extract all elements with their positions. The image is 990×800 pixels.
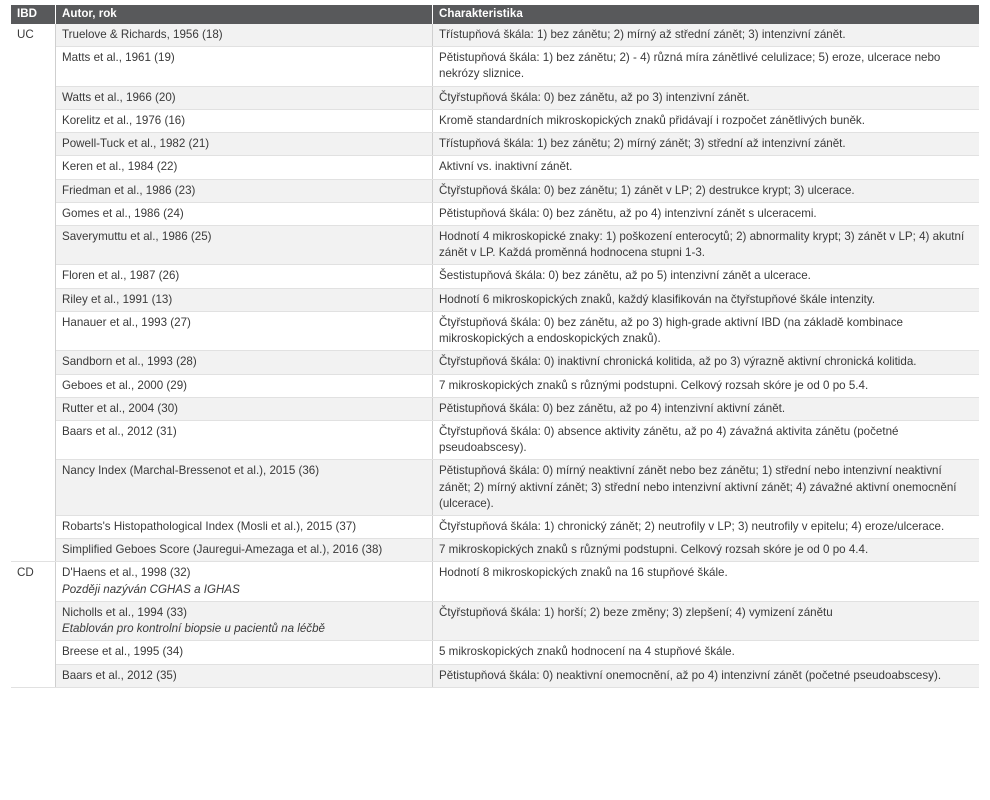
ibd-group-cell [11,641,56,664]
author-cell [56,420,433,459]
table-row [11,133,979,156]
table-row [11,225,979,264]
ibd-group-cell [11,351,56,374]
characteristic-cell: Čtyřstupňová škála: 0) bez zánětu, až po 3) high-grade aktivní IBD (na základě kombinace mikroskopických a endoskopických znaků). [433,311,980,350]
author-cell [56,311,433,350]
author-cell [56,664,433,687]
ibd-group-cell [11,460,56,516]
characteristic-cell: Hodnotí 4 mikroskopické znaky: 1) poškození enterocytů; 2) abnormality krypt; 3) zánět v LP; 4) akutní zánět v LP. Každá proměnná hodnocena stupni 1-3. [433,225,980,264]
table-row [11,460,979,516]
author-text: D'Haens et al., 1998 (32) [62,566,191,580]
author-cell [56,516,433,539]
author-text: Nicholls et al., 1994 (33) [62,605,188,619]
table-row [11,179,979,202]
table-row [11,24,979,47]
ibd-group-cell [11,156,56,179]
ibd-group-cell [11,539,56,562]
header-ibd: IBD [11,5,56,24]
characteristic-cell: 7 mikroskopických znaků s různými podstupni. Celkový rozsah skóre je od 0 po 4.4. [433,539,980,562]
author-text: Riley et al., 1991 (13) [62,292,173,306]
ibd-group-cell [11,109,56,132]
table-row [11,641,979,664]
author-text: Saverymuttu et al., 1986 (25) [62,229,212,243]
ibd-group-label: UC [17,28,34,41]
characteristic-cell: Pětistupňová škála: 0) bez zánětu, až po 4) intenzivní aktivní zánět. [433,397,980,420]
table-row [11,374,979,397]
ibd-group-cell [11,374,56,397]
table-row [11,562,979,601]
ibd-group-cell [11,24,56,47]
author-note: Etablován pro kontrolní biopsie u pacientů na léčbě [62,622,325,636]
author-cell [56,539,433,562]
ibd-group-cell [11,288,56,311]
ibd-group-cell [11,601,56,640]
ibd-group-cell [11,179,56,202]
characteristic-cell: Třístupňová škála: 1) bez zánětu; 2) mírný až střední zánět; 3) intenzivní zánět. [433,24,980,47]
characteristic-cell: Pětistupňová škála: 0) mírný neaktivní zánět nebo bez zánětu; 1) střední nebo intenzivní neaktivní zánět; 2) mírný aktivní zánět; 3) střední nebo intenzivní aktivní zánět; 4) závažné aktivní onemocnění (ulcerace). [433,460,980,516]
characteristic-cell: Čtyřstupňová škála: 1) chronický zánět; 2) neutrofily v LP; 3) neutrofily v epitelu; 4) eroze/ulcerace. [433,516,980,539]
table-row [11,265,979,288]
characteristic-cell: Šestistupňová škála: 0) bez zánětu, až po 5) intenzivní zánět a ulcerace. [433,265,980,288]
characteristic-cell: Aktivní vs. inaktivní zánět. [433,156,980,179]
table-row [11,86,979,109]
table-row [11,202,979,225]
header-author: Autor, rok [56,5,433,24]
author-cell [56,24,433,47]
ibd-group-cell [11,516,56,539]
author-cell [56,225,433,264]
header-characteristic: Charakteristika [433,5,980,24]
characteristic-cell: Čtyřstupňová škála: 0) bez zánětu, až po 3) intenzivní zánět. [433,86,980,109]
table-header-row [11,5,979,24]
author-text: Baars et al., 2012 (31) [62,424,177,438]
author-text: Hanauer et al., 1993 (27) [62,315,191,329]
characteristic-cell: Kromě standardních mikroskopických znaků přidávají i rozpočet zánětlivých buněk. [433,109,980,132]
table-row [11,664,979,687]
table-row [11,420,979,459]
author-cell [56,265,433,288]
table-row [11,516,979,539]
author-text: Truelove & Richards, 1956 (18) [62,28,223,41]
author-text: Nancy Index (Marchal-Bressenot et al.), 2015 (36) [62,464,320,478]
characteristic-cell: 5 mikroskopických znaků hodnocení na 4 stupňové škále. [433,641,980,664]
table-row [11,288,979,311]
author-text: Keren et al., 1984 (22) [62,160,178,174]
scoring-table-container [11,5,979,688]
characteristic-cell: Čtyřstupňová škála: 0) bez zánětu; 1) zánět v LP; 2) destrukce krypt; 3) ulcerace. [433,179,980,202]
characteristic-cell: Hodnotí 6 mikroskopických znaků, každý klasifikován na čtyřstupňové škále intenzity. [433,288,980,311]
author-text: Robarts's Histopathological Index (Mosli et al.), 2015 (37) [62,520,357,534]
author-cell [56,397,433,420]
author-text: Geboes et al., 2000 (29) [62,378,188,392]
author-text: Rutter et al., 2004 (30) [62,401,178,415]
table-row [11,397,979,420]
author-cell [56,47,433,86]
author-text: Watts et al., 1966 (20) [62,90,176,104]
table-row [11,156,979,179]
author-text: Breese et al., 1995 (34) [62,645,184,659]
ibd-group-cell [11,47,56,86]
author-cell [56,133,433,156]
characteristic-cell: Třístupňová škála: 1) bez zánětu; 2) mírný zánět; 3) střední až intenzivní zánět. [433,133,980,156]
author-cell [56,374,433,397]
ibd-group-cell [11,562,56,601]
characteristic-cell: Hodnotí 8 mikroskopických znaků na 16 stupňové škále. [433,562,980,601]
table-row [11,109,979,132]
histology-scoring-table [11,5,979,688]
ibd-group-cell [11,202,56,225]
author-cell [56,202,433,225]
ibd-group-cell [11,265,56,288]
author-cell [56,179,433,202]
ibd-group-cell [11,86,56,109]
ibd-group-cell [11,420,56,459]
table-row [11,351,979,374]
author-cell [56,641,433,664]
ibd-group-cell [11,311,56,350]
ibd-group-cell [11,133,56,156]
table-row [11,311,979,350]
ibd-group-cell [11,664,56,687]
characteristic-cell: 7 mikroskopických znaků s různými podstupni. Celkový rozsah skóre je od 0 po 5.4. [433,374,980,397]
author-text: Friedman et al., 1986 (23) [62,183,196,197]
characteristic-cell: Čtyřstupňová škála: 1) horší; 2) beze změny; 3) zlepšení; 4) vymizení zánětu [433,601,980,640]
author-text: Baars et al., 2012 (35) [62,668,177,682]
author-text: Gomes et al., 1986 (24) [62,206,184,220]
author-cell [56,460,433,516]
characteristic-cell: Pětistupňová škála: 0) neaktivní onemocnění, až po 4) intenzivní zánět (početné pseudoabscesy). [433,664,980,687]
characteristic-cell: Čtyřstupňová škála: 0) absence aktivity zánětu, až po 4) závažná aktivita zánětu (početné pseudoabscesy). [433,420,980,459]
table-row [11,47,979,86]
author-text: Sandborn et al., 1993 (28) [62,355,197,369]
author-cell [56,109,433,132]
ibd-group-cell [11,397,56,420]
author-text: Simplified Geboes Score (Jauregui-Amezaga et al.), 2016 (38) [62,543,383,557]
author-cell [56,351,433,374]
author-text: Matts et al., 1961 (19) [62,51,175,65]
ibd-group-cell [11,225,56,264]
characteristic-cell: Pětistupňová škála: 1) bez zánětu; 2) - 4) různá míra zánětlivé celulizace; 5) eroze, ulcerace nebo nekrózy sliznice. [433,47,980,86]
author-text: Powell-Tuck et al., 1982 (21) [62,137,210,151]
author-cell [56,86,433,109]
characteristic-cell: Pětistupňová škála: 0) bez zánětu, až po 4) intenzivní zánět s ulceracemi. [433,202,980,225]
author-cell [56,156,433,179]
author-cell [56,601,433,640]
author-cell [56,288,433,311]
table-body [11,24,979,687]
author-text: Korelitz et al., 1976 (16) [62,113,186,127]
author-cell [56,562,433,601]
table-row [11,601,979,640]
ibd-group-label: CD [17,566,34,580]
author-text: Floren et al., 1987 (26) [62,269,180,283]
table-row [11,539,979,562]
characteristic-cell: Čtyřstupňová škála: 0) inaktivní chronická kolitida, až po 3) výrazně aktivní chronická kolitida. [433,351,980,374]
author-note: Později nazýván CGHAS a IGHAS [62,582,240,596]
